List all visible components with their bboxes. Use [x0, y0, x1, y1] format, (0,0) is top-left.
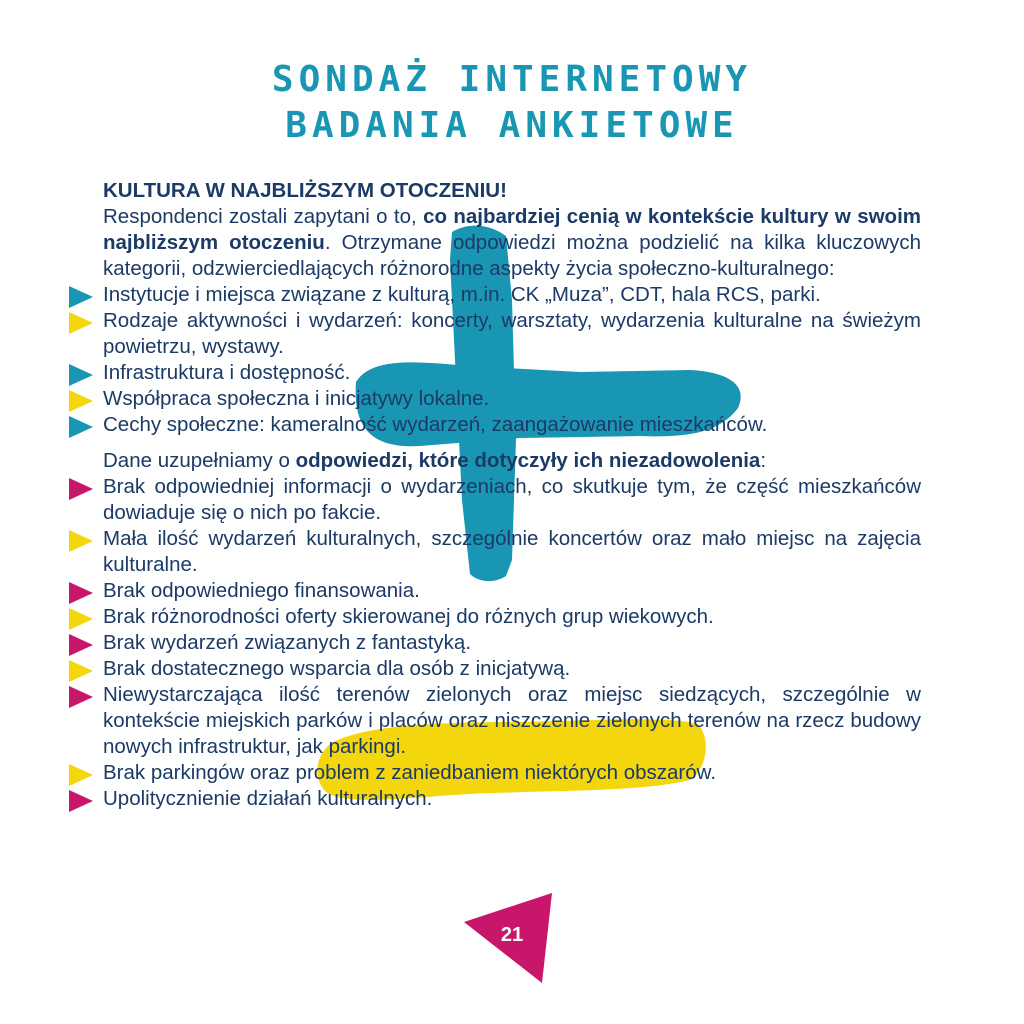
intro-text-end: . Otrzymane odpowiedzi można podzielić na kilka kluczowych kategorii, odzwierciedlających różnorodne aspekty życia społeczno-kulturalnego:: [103, 231, 922, 280]
list-item-text: Brak wydarzeń związanych z fantastyką.: [103, 631, 472, 654]
pink-triangle-bullet: [69, 790, 93, 812]
list-item: [103, 786, 921, 812]
main-content: [103, 178, 921, 812]
page-title-line-1: SONDAŻ INTERNETOWY: [271, 59, 753, 100]
intro-bold-text: co najbardziej cenią w kontekście kultury w swoim najbliższym otoczeniu: [103, 205, 921, 254]
list-item-text: Cechy społeczne: kameralność wydarzeń, zaangażowanie mieszkańców.: [103, 413, 768, 436]
list-item-text: Współpraca społeczna i inicjatywy lokalne.: [103, 387, 490, 410]
list-item-text: Rodzaje aktywności i wydarzeń: koncerty, warsztaty, wydarzenia kulturalne na świeżym powietrzu, wystawy.: [103, 309, 921, 358]
positives-list: [103, 282, 921, 438]
list-item: [103, 386, 921, 412]
page-number: 21: [500, 924, 524, 946]
yellow-triangle-bullet: [69, 530, 93, 552]
pink-triangle-bullet: [69, 634, 93, 656]
list-item-text: Upolitycznienie działań kulturalnych.: [103, 787, 433, 810]
list-item-text: Infrastruktura i dostępność.: [103, 361, 351, 384]
list-item: [103, 412, 921, 438]
yellow-triangle-bullet: [69, 312, 93, 334]
page-title-line-2: BADANIA ANKIETOWE: [285, 105, 739, 146]
list-item-text: Niewystarczająca ilość terenów zielonych oraz miejsc siedzących, szczególnie w kontekście miejskich parków i placów oraz niszczenie zielonych terenów na rzecz budowy nowych infrastruktur, jak parkingi.: [103, 683, 921, 758]
negatives-list: [103, 474, 921, 812]
list-item: [103, 578, 921, 604]
list-item: [103, 474, 921, 526]
list-item: [103, 630, 921, 656]
negatives-intro-text: Dane uzupełniamy o: [103, 449, 296, 472]
list-item-text: Brak różnorodności oferty skierowanej do różnych grup wiekowych.: [103, 605, 714, 628]
intro-text: Respondenci zostali zapytani o to,: [103, 205, 424, 228]
yellow-triangle-bullet: [69, 764, 93, 786]
list-item-text: Mała ilość wydarzeń kulturalnych, szczególnie koncertów oraz mało miejsc na zajęcia kulturalne.: [103, 527, 921, 576]
teal-triangle-bullet: [69, 416, 93, 438]
section-heading: KULTURA W NAJBLIŻSZYM OTOCZENIU!: [103, 179, 507, 202]
pink-triangle-bullet: [69, 582, 93, 604]
negatives-intro: [103, 448, 921, 474]
list-item: [103, 526, 921, 578]
list-item: [103, 282, 921, 308]
pink-triangle-bullet: [69, 478, 93, 500]
list-item: [103, 308, 921, 360]
list-item: [103, 760, 921, 786]
teal-triangle-bullet: [69, 364, 93, 386]
pink-triangle-bullet: [69, 686, 93, 708]
list-item: [103, 656, 921, 682]
list-item-text: Brak odpowiedniej informacji o wydarzeniach, co skutkuje tym, że część mieszkańców dowiaduje się o nich po fakcie.: [103, 475, 921, 524]
negatives-intro-bold: odpowiedzi, które dotyczyły ich niezadowolenia: [295, 449, 761, 472]
list-item: [103, 360, 921, 386]
list-item: [103, 604, 921, 630]
yellow-triangle-bullet: [69, 390, 93, 412]
list-item-text: Instytucje i miejsca związane z kulturą, m.in. CK „Muza”, CDT, hala RCS, parki.: [103, 283, 821, 306]
intro-paragraph: [103, 204, 921, 282]
list-item: [103, 682, 921, 760]
list-item-text: Brak odpowiedniego finansowania.: [103, 579, 420, 602]
list-item-text: Brak dostatecznego wsparcia dla osób z inicjatywą.: [103, 657, 571, 680]
teal-triangle-bullet: [69, 286, 93, 308]
negatives-intro-end: :: [760, 449, 767, 472]
list-item-text: Brak parkingów oraz problem z zaniedbaniem niektórych obszarów.: [103, 761, 717, 784]
yellow-triangle-bullet: [69, 660, 93, 682]
yellow-triangle-bullet: [69, 608, 93, 630]
